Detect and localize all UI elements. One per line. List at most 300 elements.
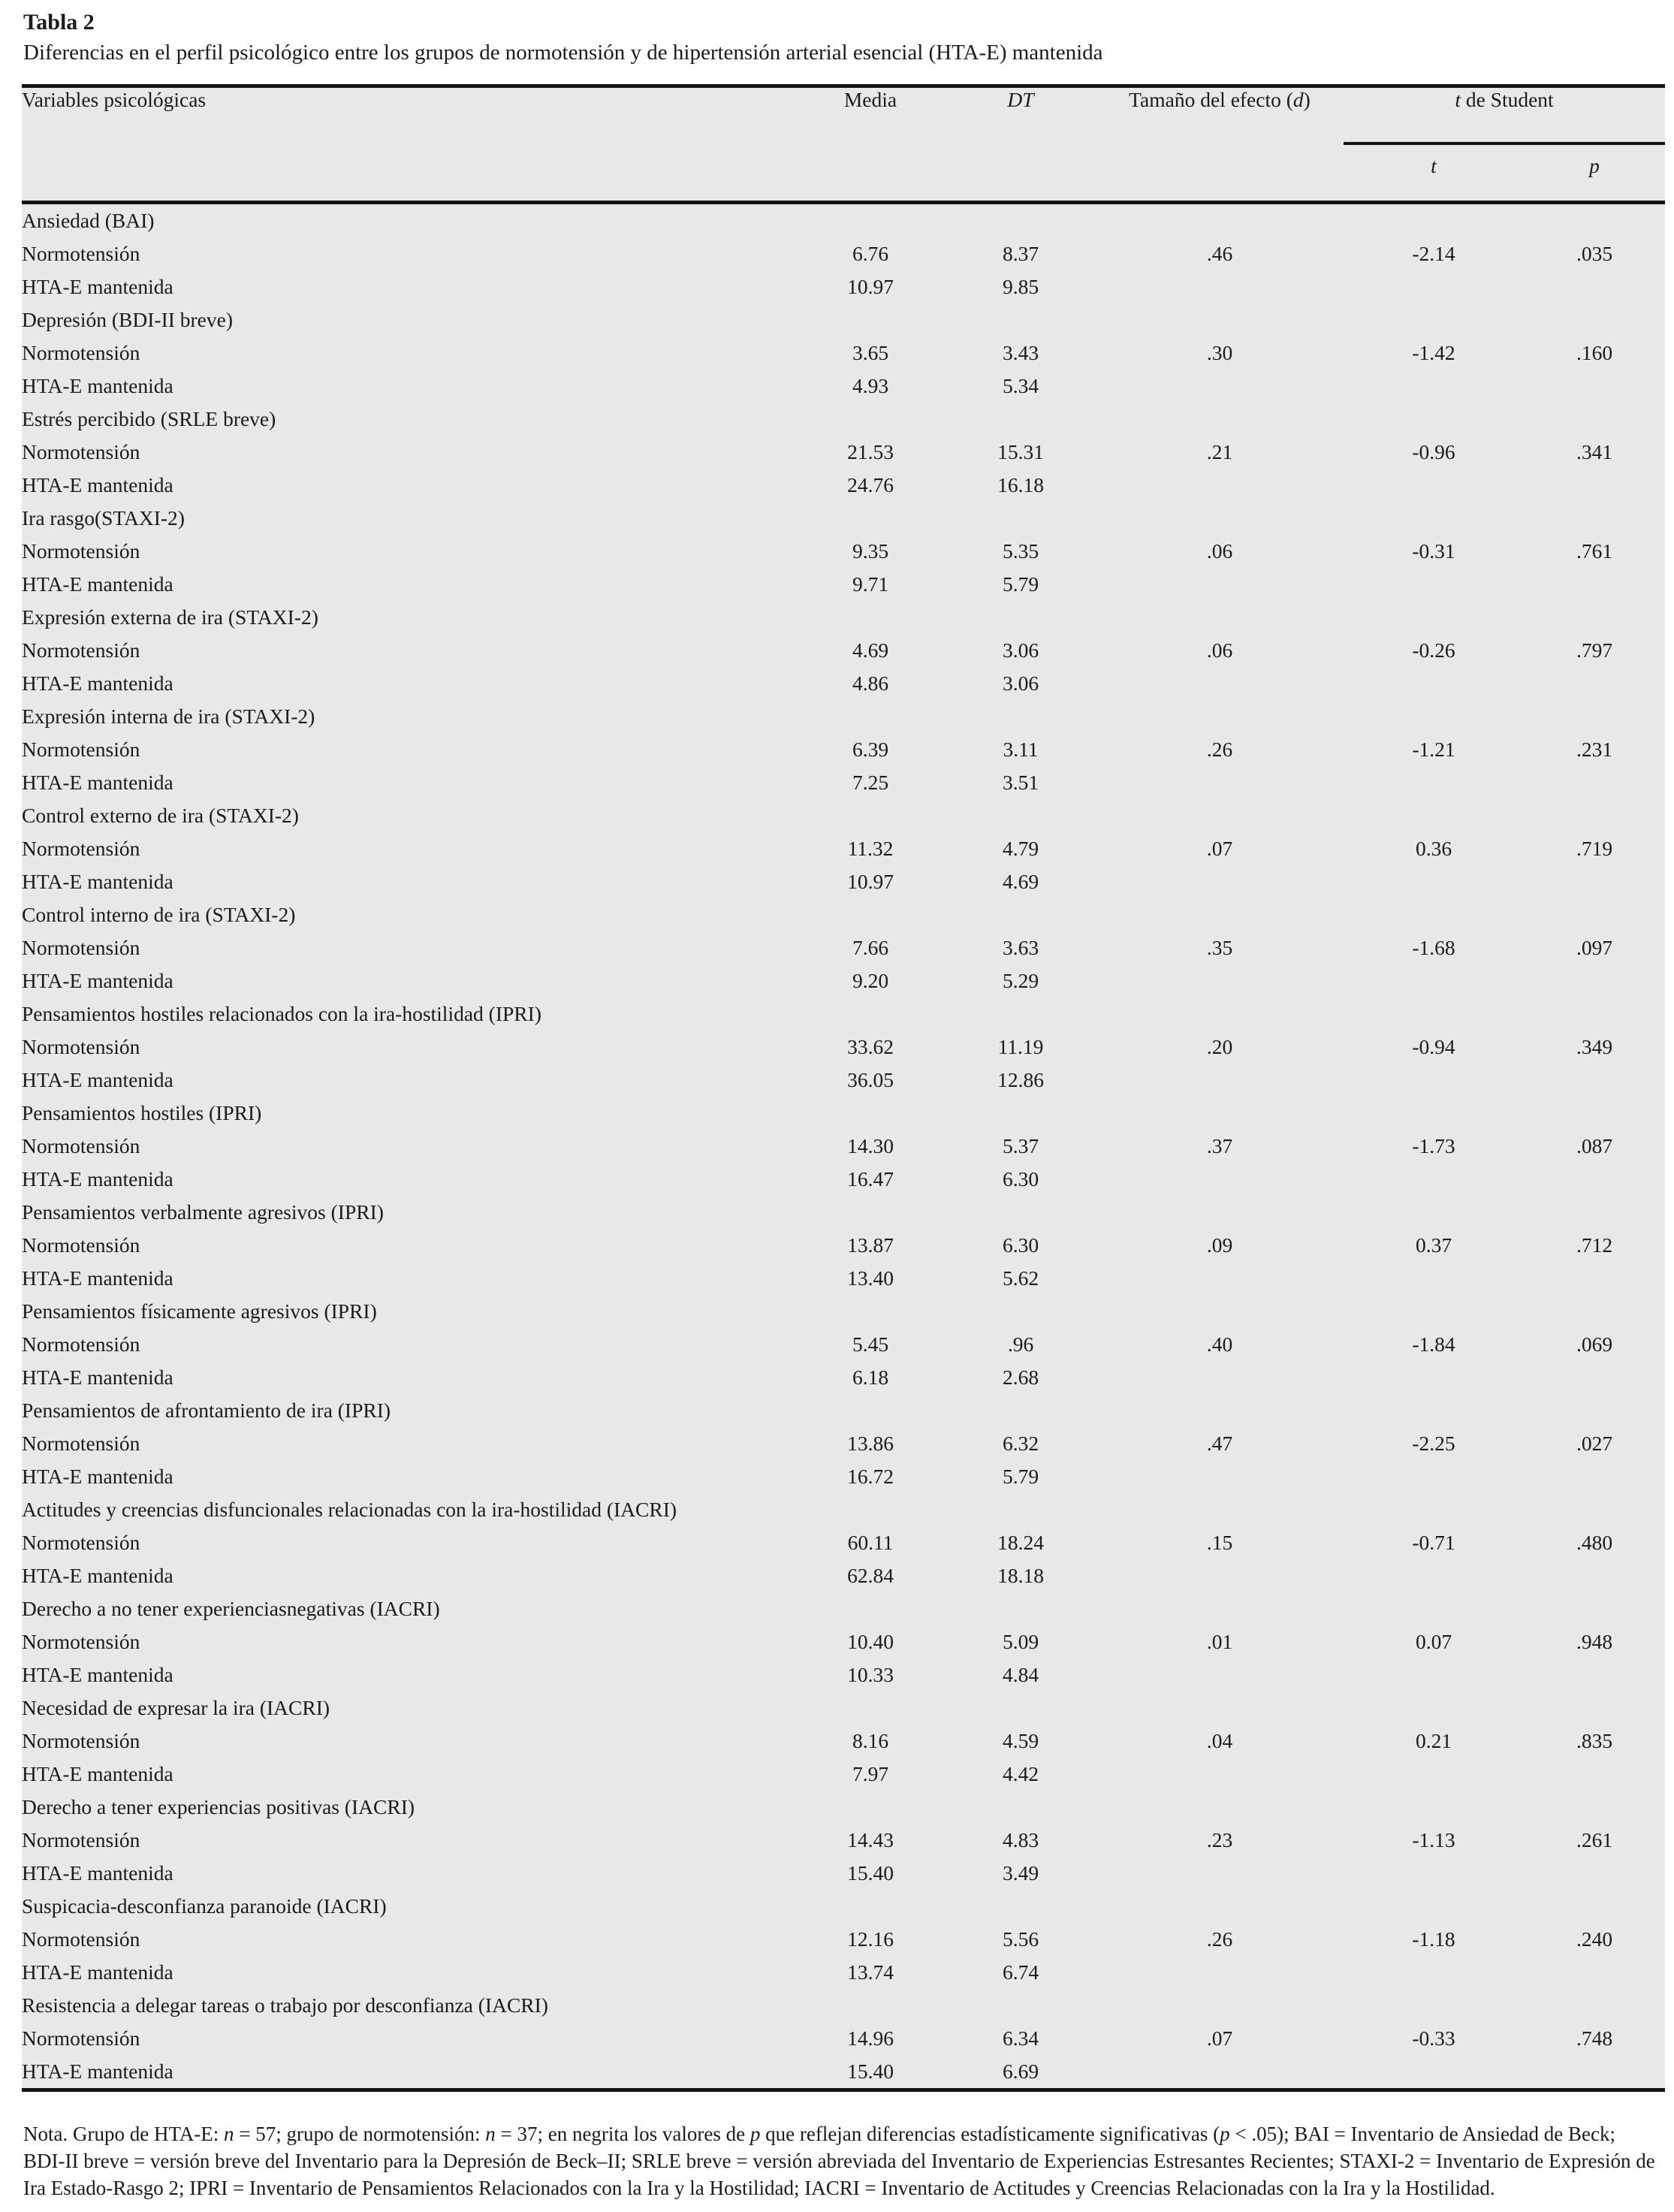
group-label: HTA-E mantenida <box>22 1960 173 1984</box>
dt-cell: 5.62 <box>1002 1266 1039 1290</box>
group-label: HTA-E mantenida <box>22 771 173 794</box>
table-row <box>22 964 1665 997</box>
dt-cell: 6.30 <box>1002 1233 1039 1257</box>
group-label: Normotensión <box>22 2026 140 2050</box>
t-cell: 0.37 <box>1415 1233 1452 1257</box>
table-row <box>22 336 1665 370</box>
group-label: Normotensión <box>22 1630 140 1653</box>
section-row <box>22 1791 1665 1824</box>
variable-label: Pensamientos hostiles (IPRI) <box>22 1101 262 1124</box>
media-cell: 15.40 <box>847 1861 894 1885</box>
effect-size-cell <box>1096 964 1344 997</box>
group-label: HTA-E mantenida <box>22 473 173 496</box>
variable-label: Depresión (BDI-II breve) <box>22 308 233 331</box>
media-cell: 13.40 <box>847 1266 894 1290</box>
group-label: HTA-E mantenida <box>22 1366 173 1389</box>
t-cell: -0.33 <box>1412 2026 1455 2050</box>
t-cell <box>1344 1064 1524 1097</box>
media-cell: 60.11 <box>847 1531 894 1554</box>
group-label: Normotensión <box>22 539 140 563</box>
effect-size-cell: .23 <box>1206 1828 1233 1851</box>
media-cell: 14.30 <box>847 1134 894 1157</box>
column-header-t-student <box>1344 86 1665 144</box>
effect-size-cell: .40 <box>1206 1332 1233 1356</box>
p-cell: .761 <box>1576 539 1613 563</box>
media-cell: 7.25 <box>852 771 889 794</box>
group-label: HTA-E mantenida <box>22 671 173 695</box>
t-cell: -0.96 <box>1412 440 1455 463</box>
variable-label: Control externo de ira (STAXI-2) <box>22 804 299 827</box>
table-row <box>22 2055 1665 2090</box>
dt-cell: 6.69 <box>1002 2060 1039 2083</box>
group-label: Normotensión <box>22 1233 140 1257</box>
column-header-dt: DT <box>946 86 1096 203</box>
effect-size-cell <box>1096 865 1344 898</box>
p-cell: .797 <box>1576 638 1613 662</box>
table-body <box>22 203 1665 2090</box>
dt-cell: 5.56 <box>1002 1927 1039 1951</box>
effect-size-cell <box>1096 1262 1344 1295</box>
dt-cell: 3.51 <box>1002 771 1039 794</box>
table-row <box>22 436 1665 469</box>
group-label: Normotensión <box>22 440 140 463</box>
p-cell <box>1524 667 1665 700</box>
dt-cell: 5.34 <box>1002 374 1039 397</box>
note-italic-segment: n <box>485 2123 496 2145</box>
variable-label: Pensamientos físicamente agresivos (IPRI) <box>22 1299 377 1323</box>
dt-cell: 12.86 <box>997 1068 1044 1091</box>
media-cell: 13.74 <box>847 1960 894 1984</box>
t-cell <box>1344 1559 1524 1592</box>
group-label: Normotensión <box>22 1432 140 1455</box>
group-label: Normotensión <box>22 1531 140 1554</box>
group-label: HTA-E mantenida <box>22 1167 173 1190</box>
p-cell: .231 <box>1576 738 1613 761</box>
t-student-text: de Student <box>1460 88 1554 111</box>
effect-size-cell <box>1096 1956 1344 1989</box>
dt-cell: 18.24 <box>997 1531 1044 1554</box>
group-label: HTA-E mantenida <box>22 1465 173 1488</box>
effect-size-cell: .47 <box>1206 1432 1233 1455</box>
t-cell: -1.13 <box>1412 1828 1455 1851</box>
p-cell: .349 <box>1576 1035 1613 1058</box>
table-row <box>22 469 1665 502</box>
t-cell: -1.73 <box>1412 1134 1455 1157</box>
variable-label: Derecho a no tener experienciasnegativas (IACRI) <box>22 1597 440 1620</box>
p-cell: .160 <box>1576 341 1613 364</box>
table-row <box>22 1427 1665 1460</box>
media-cell: 13.87 <box>847 1233 894 1257</box>
t-cell <box>1344 370 1524 403</box>
group-label: HTA-E mantenida <box>22 1068 173 1091</box>
p-cell <box>1524 1163 1665 1196</box>
effect-size-cell: .20 <box>1206 1035 1233 1058</box>
variable-label: Pensamientos hostiles relacionados con la ira-hostilidad (IPRI) <box>22 1002 541 1025</box>
table-row <box>22 634 1665 667</box>
table-row <box>22 1625 1665 1658</box>
effect-size-cell: .09 <box>1206 1233 1233 1257</box>
effect-size-cell: .06 <box>1206 539 1233 563</box>
t-cell <box>1344 1460 1524 1493</box>
group-label: HTA-E mantenida <box>22 1266 173 1290</box>
p-cell <box>1524 964 1665 997</box>
variable-label: Derecho a tener experiencias positivas (IACRI) <box>22 1795 415 1818</box>
section-row <box>22 1196 1665 1229</box>
table-row <box>22 1031 1665 1064</box>
media-cell: 5.45 <box>852 1332 889 1356</box>
media-cell: 16.47 <box>847 1167 894 1190</box>
dt-cell: 4.69 <box>1002 870 1039 893</box>
media-cell: 4.86 <box>852 671 889 695</box>
effect-size-cell: .21 <box>1206 440 1233 463</box>
media-cell: 6.76 <box>852 242 889 265</box>
media-cell: 6.18 <box>852 1366 889 1389</box>
effect-size-cell: .46 <box>1206 242 1233 265</box>
t-cell: -1.84 <box>1412 1332 1455 1356</box>
table-row <box>22 1361 1665 1394</box>
section-row <box>22 1394 1665 1427</box>
t-cell <box>1344 1956 1524 1989</box>
p-cell <box>1524 766 1665 799</box>
section-row <box>22 1890 1665 1923</box>
group-label: HTA-E mantenida <box>22 374 173 397</box>
group-label: HTA-E mantenida <box>22 1564 173 1587</box>
table-row <box>22 1229 1665 1262</box>
dt-cell: 16.18 <box>997 473 1044 496</box>
media-cell: 11.32 <box>847 837 894 860</box>
p-cell: .069 <box>1576 1332 1613 1356</box>
variable-label: Expresión externa de ira (STAXI-2) <box>22 605 318 629</box>
media-cell: 8.16 <box>852 1729 889 1752</box>
effect-size-cell <box>1096 1361 1344 1394</box>
effect-size-cell: .30 <box>1206 341 1233 364</box>
t-cell: 0.07 <box>1415 1630 1452 1653</box>
variable-label: Suspicacia-desconfianza paranoide (IACRI) <box>22 1894 387 1918</box>
p-cell <box>1524 1758 1665 1791</box>
table-row <box>22 1460 1665 1493</box>
dt-cell: 9.85 <box>1002 275 1039 298</box>
effect-size-cell <box>1096 1758 1344 1791</box>
t-cell: -1.68 <box>1412 936 1455 959</box>
section-row <box>22 700 1665 733</box>
effect-size-cell <box>1096 1857 1344 1890</box>
p-cell: .261 <box>1576 1828 1613 1851</box>
group-label: Normotensión <box>22 1729 140 1752</box>
column-header-variables: Variables psicológicas <box>22 86 795 203</box>
column-header-effect-size <box>1096 86 1344 203</box>
header-row-1 <box>22 86 1665 144</box>
dt-cell: 8.37 <box>1002 242 1039 265</box>
effect-size-cell <box>1096 469 1344 502</box>
media-cell: 10.97 <box>847 275 894 298</box>
t-cell <box>1344 1163 1524 1196</box>
t-cell <box>1344 568 1524 601</box>
dt-cell: 2.68 <box>1002 1366 1039 1389</box>
p-cell: .087 <box>1576 1134 1613 1157</box>
t-cell <box>1344 1658 1524 1691</box>
dt-cell: 3.06 <box>1002 638 1039 662</box>
dt-cell: 3.63 <box>1002 936 1039 959</box>
group-label: HTA-E mantenida <box>22 2060 173 2083</box>
group-label: Normotensión <box>22 936 140 959</box>
group-label: HTA-E mantenida <box>22 1861 173 1885</box>
media-cell: 10.40 <box>847 1630 894 1653</box>
variable-label: Pensamientos de afrontamiento de ira (IPRI) <box>22 1399 391 1422</box>
t-student-symbol: t <box>1455 88 1461 111</box>
media-cell: 9.71 <box>852 572 889 596</box>
section-row <box>22 1097 1665 1130</box>
table-row <box>22 1163 1665 1196</box>
t-cell: -0.94 <box>1412 1035 1455 1058</box>
dt-cell: 5.35 <box>1002 539 1039 563</box>
variable-label: Estrés percibido (SRLE breve) <box>22 407 276 430</box>
p-cell: .835 <box>1576 1729 1613 1752</box>
group-label: Normotensión <box>22 1134 140 1157</box>
media-cell: 12.16 <box>847 1927 894 1951</box>
dt-cell: 11.19 <box>997 1035 1044 1058</box>
p-cell <box>1524 270 1665 303</box>
effect-size-cell: .26 <box>1206 738 1233 761</box>
table-row <box>22 1725 1665 1758</box>
section-row <box>22 403 1665 436</box>
table-row <box>22 568 1665 601</box>
variable-label: Ira rasgo(STAXI-2) <box>22 506 185 530</box>
section-row <box>22 997 1665 1031</box>
group-label: HTA-E mantenida <box>22 275 173 298</box>
effect-size-cell: .04 <box>1206 1729 1233 1752</box>
dt-cell: 3.06 <box>1002 671 1039 695</box>
table-row <box>22 1824 1665 1857</box>
media-cell: 14.96 <box>847 2026 894 2050</box>
dt-cell: 6.32 <box>1002 1432 1039 1455</box>
t-cell <box>1344 1361 1524 1394</box>
dt-cell: 5.79 <box>1002 1465 1039 1488</box>
t-cell: -2.14 <box>1412 242 1455 265</box>
column-header-media: Media <box>795 86 946 203</box>
media-cell: 10.33 <box>847 1663 894 1686</box>
section-row <box>22 1691 1665 1725</box>
p-cell: .027 <box>1576 1432 1613 1455</box>
t-cell <box>1344 1262 1524 1295</box>
t-cell <box>1344 2055 1524 2090</box>
note-italic-segment: p <box>1220 2123 1230 2145</box>
t-cell <box>1344 1857 1524 1890</box>
dt-cell: 4.84 <box>1002 1663 1039 1686</box>
p-cell <box>1524 1262 1665 1295</box>
p-cell <box>1524 1857 1665 1890</box>
section-row <box>22 799 1665 832</box>
column-header-p: p <box>1524 143 1665 203</box>
t-cell <box>1344 667 1524 700</box>
group-label: Normotensión <box>22 738 140 761</box>
table-row <box>22 931 1665 964</box>
note <box>23 2120 1662 2201</box>
note-italic-segment: n <box>224 2123 234 2145</box>
effect-size-cell <box>1096 766 1344 799</box>
effect-size-cell <box>1096 1658 1344 1691</box>
table-row <box>22 2022 1665 2055</box>
effect-size-cell: .07 <box>1206 837 1233 860</box>
table-caption: Diferencias en el perfil psicológico entre los grupos de normotensión y de hipertensión arterial esencial (HTA-E) mantenida <box>23 41 1103 65</box>
dt-cell: 4.83 <box>1002 1828 1039 1851</box>
dt-cell: 5.37 <box>1002 1134 1039 1157</box>
t-cell <box>1344 865 1524 898</box>
statistics-table <box>22 84 1665 2092</box>
dt-cell: 3.11 <box>1003 738 1039 761</box>
effect-size-cell <box>1096 1559 1344 1592</box>
effect-size-text: Tamaño del efecto ( <box>1129 88 1293 111</box>
table-title: Tabla 2 <box>23 10 95 35</box>
table-row <box>22 667 1665 700</box>
effect-size-cell: .26 <box>1206 1927 1233 1951</box>
group-label: Normotensión <box>22 837 140 860</box>
dt-cell: .96 <box>1007 1332 1034 1356</box>
media-cell: 36.05 <box>847 1068 894 1091</box>
table-row <box>22 1758 1665 1791</box>
media-cell: 10.97 <box>847 870 894 893</box>
t-cell <box>1344 1758 1524 1791</box>
media-cell: 14.43 <box>847 1828 894 1851</box>
t-cell: -1.42 <box>1412 341 1455 364</box>
p-cell: .712 <box>1576 1233 1613 1257</box>
media-cell: 4.93 <box>852 374 889 397</box>
t-cell <box>1344 766 1524 799</box>
effect-size-close: ) <box>1303 88 1311 111</box>
dt-cell: 3.43 <box>1002 341 1039 364</box>
table-row <box>22 370 1665 403</box>
note-segment: = 57; grupo de normotensión: <box>234 2123 486 2145</box>
t-cell: 0.36 <box>1415 837 1452 860</box>
effect-size-cell: .37 <box>1206 1134 1233 1157</box>
p-cell: .035 <box>1576 242 1613 265</box>
variable-label: Expresión interna de ira (STAXI-2) <box>22 705 315 728</box>
table-row <box>22 270 1665 303</box>
group-label: Normotensión <box>22 341 140 364</box>
section-row <box>22 1295 1665 1328</box>
group-label: Normotensión <box>22 1828 140 1851</box>
note-segment: Nota. Grupo de HTA-E: <box>23 2123 225 2145</box>
note-segment: que reflejan diferencias estadísticamente significativas ( <box>760 2123 1220 2145</box>
media-cell: 7.97 <box>852 1762 889 1785</box>
group-label: HTA-E mantenida <box>22 572 173 596</box>
p-cell <box>1524 1460 1665 1493</box>
p-cell <box>1524 370 1665 403</box>
t-cell: -2.25 <box>1412 1432 1455 1455</box>
p-cell: .341 <box>1576 440 1613 463</box>
table-row <box>22 1923 1665 1956</box>
media-cell: 9.20 <box>852 969 889 992</box>
media-cell: 33.62 <box>847 1035 894 1058</box>
note-segment: < .05); BAI = Inventario de Ansiedad de Beck; BDI-II breve = versión breve del Inventario para la Depresión de Beck–II; SRLE breve = versión abreviada del Inventario de Experiencias Estresantes Recientes; STAXI-2 = Inventario de Expresión de Ira Estado-Rasgo 2; IPRI = Inventario de Pensamientos Relacionados con la Ira y la Hostilidad; IACRI = Inventario de Actitudes y Creencias Relacionadas con la Ira y la Hostilidad. <box>23 2123 1655 2199</box>
p-cell: .480 <box>1576 1531 1613 1554</box>
variable-label: Resistencia a delegar tareas o trabajo por desconfianza (IACRI) <box>22 1993 548 2017</box>
p-cell <box>1524 1064 1665 1097</box>
p-cell: .948 <box>1576 1630 1613 1653</box>
table-row <box>22 832 1665 865</box>
table-row <box>22 1559 1665 1592</box>
table-row <box>22 1064 1665 1097</box>
dt-cell: 18.18 <box>997 1564 1044 1587</box>
section-row <box>22 1592 1665 1625</box>
variable-label: Pensamientos verbalmente agresivos (IPRI) <box>22 1200 384 1224</box>
group-label: Normotensión <box>22 638 140 662</box>
effect-size-cell <box>1096 1163 1344 1196</box>
media-cell: 13.86 <box>847 1432 894 1455</box>
section-row <box>22 898 1665 931</box>
dt-cell: 4.42 <box>1002 1762 1039 1785</box>
p-cell <box>1524 568 1665 601</box>
dt-cell: 5.09 <box>1002 1630 1039 1653</box>
effect-size-cell <box>1096 1460 1344 1493</box>
media-cell: 7.66 <box>852 936 889 959</box>
table-row <box>22 1956 1665 1989</box>
section-row <box>22 203 1665 238</box>
table-row <box>22 1328 1665 1361</box>
p-cell: .240 <box>1576 1927 1613 1951</box>
t-cell <box>1344 270 1524 303</box>
dt-cell: 15.31 <box>997 440 1044 463</box>
group-label: Normotensión <box>22 1332 140 1356</box>
p-cell <box>1524 865 1665 898</box>
media-cell: 21.53 <box>847 440 894 463</box>
group-label: HTA-E mantenida <box>22 969 173 992</box>
t-cell: -0.26 <box>1412 638 1455 662</box>
media-cell: 4.69 <box>852 638 889 662</box>
p-cell <box>1524 1956 1665 1989</box>
table-row <box>22 733 1665 766</box>
table-row <box>22 766 1665 799</box>
dt-cell: 5.79 <box>1002 572 1039 596</box>
table-row <box>22 865 1665 898</box>
media-cell: 3.65 <box>852 341 889 364</box>
dt-cell: 6.34 <box>1002 2026 1039 2050</box>
effect-size-cell <box>1096 370 1344 403</box>
group-label: HTA-E mantenida <box>22 1663 173 1686</box>
p-cell <box>1524 1658 1665 1691</box>
t-cell: -1.18 <box>1412 1927 1455 1951</box>
group-label: Normotensión <box>22 1927 140 1951</box>
table-row <box>22 1130 1665 1163</box>
effect-size-cell: .01 <box>1206 1630 1233 1653</box>
t-cell: -1.21 <box>1412 738 1455 761</box>
column-header-t: t <box>1344 143 1524 203</box>
dt-cell: 5.29 <box>1002 969 1039 992</box>
variable-label: Control interno de ira (STAXI-2) <box>22 903 296 926</box>
effect-size-cell <box>1096 270 1344 303</box>
effect-size-cell <box>1096 1064 1344 1097</box>
dt-cell: 6.30 <box>1002 1167 1039 1190</box>
t-cell <box>1344 469 1524 502</box>
table-row <box>22 237 1665 270</box>
effect-size-symbol: d <box>1292 88 1304 111</box>
p-cell: .097 <box>1576 936 1613 959</box>
section-row <box>22 1989 1665 2022</box>
media-cell: 6.39 <box>852 738 889 761</box>
effect-size-cell: .06 <box>1206 638 1233 662</box>
section-row <box>22 1493 1665 1526</box>
note-italic-segment: p <box>750 2123 761 2145</box>
p-cell: .748 <box>1576 2026 1613 2050</box>
media-cell: 16.72 <box>847 1465 894 1488</box>
media-cell: 62.84 <box>847 1564 894 1587</box>
effect-size-cell: .35 <box>1206 936 1233 959</box>
media-cell: 9.35 <box>852 539 889 563</box>
effect-size-cell <box>1096 2055 1344 2090</box>
variable-label: Actitudes y creencias disfuncionales relacionadas con la ira-hostilidad (IACRI) <box>22 1498 677 1521</box>
group-label: HTA-E mantenida <box>22 1762 173 1785</box>
p-cell: .719 <box>1576 837 1613 860</box>
effect-size-cell: .15 <box>1206 1531 1233 1554</box>
